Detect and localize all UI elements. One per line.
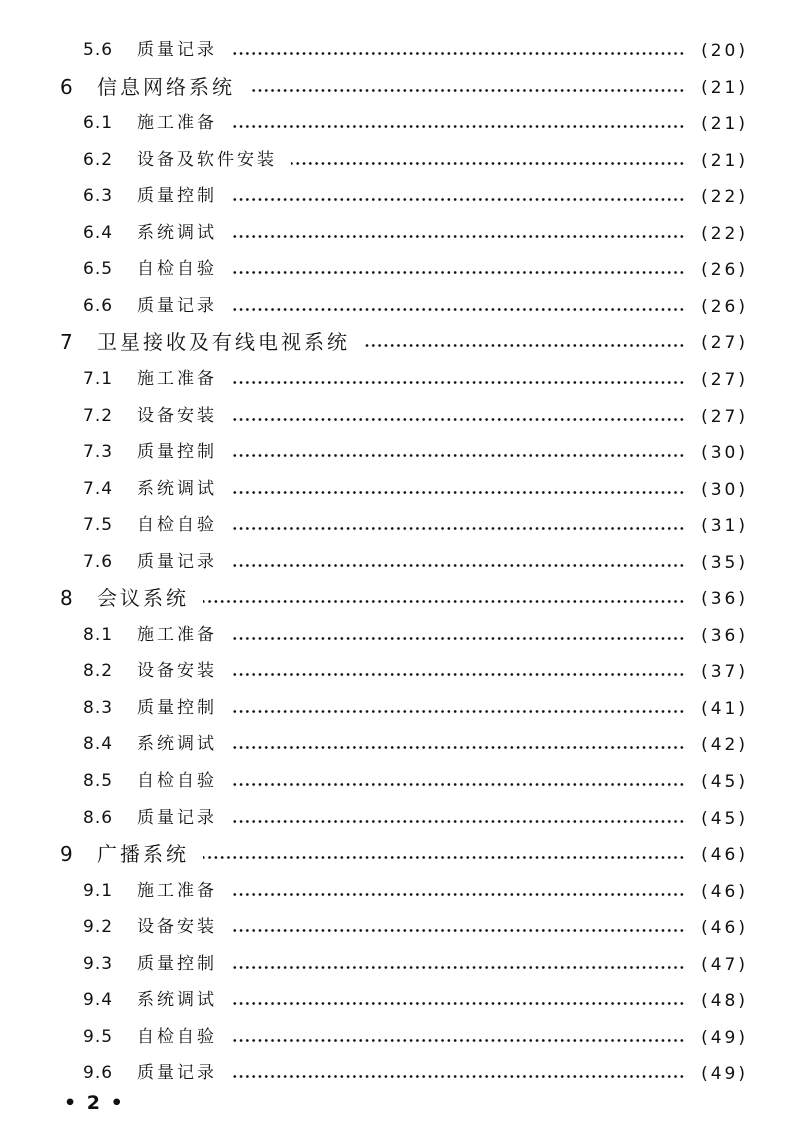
toc-leader-dots [291, 162, 685, 165]
toc-entry-number: 8.2 [83, 661, 114, 682]
toc-entry-page: (45) [701, 772, 748, 792]
toc-section-entry[interactable] [0, 726, 790, 762]
toc-entry-page: (27) [701, 406, 748, 427]
toc-leader-dots [231, 308, 685, 311]
toc-section-entry[interactable] [0, 909, 790, 945]
toc-leader-dots [231, 52, 685, 55]
toc-section-entry[interactable] [0, 178, 790, 214]
toc-entry-number: 6.3 [83, 186, 114, 207]
toc-entry-page: (49) [701, 1064, 748, 1085]
toc-leader-dots [249, 89, 685, 92]
toc-entry-page: (36) [701, 589, 748, 610]
toc-entry-page: (20) [701, 41, 748, 61]
toc-entry-page: (26) [701, 260, 748, 281]
toc-section-entry[interactable] [0, 873, 790, 909]
toc-entry-title: 系统调试 [137, 222, 217, 243]
toc-entry-title: 施工准备 [137, 113, 217, 134]
toc-section-entry[interactable] [0, 653, 790, 689]
toc-leader-dots [231, 1075, 685, 1078]
toc-entry-title: 信息网络系统 [97, 74, 235, 99]
toc-entry-title: 设备安装 [137, 661, 217, 682]
toc-entry-page: (42) [701, 735, 748, 756]
toc-entry-number: 6.4 [83, 222, 114, 243]
toc-entry-number: 9.3 [83, 953, 114, 974]
toc-entry-number: 6 [60, 74, 74, 99]
toc-leader-dots [231, 673, 685, 676]
toc-section-entry[interactable] [0, 398, 790, 434]
toc-entry-title: 自检自验 [137, 515, 217, 536]
toc-entry-number: 7.5 [83, 515, 114, 536]
toc-entry-page: (46) [701, 918, 748, 939]
toc-entry-number: 7.4 [83, 478, 114, 499]
toc-leader-dots [231, 198, 685, 201]
toc-entry-title: 质量控制 [137, 442, 217, 463]
toc-entry-number: 9.6 [83, 1063, 114, 1084]
toc-entry-page: (41) [701, 698, 748, 719]
toc-leader-dots [231, 1002, 685, 1005]
toc-section-entry[interactable] [0, 215, 790, 251]
toc-entry-page: (45) [701, 808, 748, 829]
toc-leader-dots [231, 418, 685, 421]
toc-section-entry[interactable] [0, 361, 790, 397]
toc-section-entry[interactable] [0, 471, 790, 507]
toc-entry-title: 施工准备 [137, 880, 217, 901]
toc-entry-title: 质量控制 [137, 953, 217, 974]
toc-entry-title: 施工准备 [137, 368, 217, 389]
toc-entry-page: (22) [701, 187, 748, 208]
toc-section-entry[interactable] [0, 434, 790, 470]
toc-entry-title: 质量记录 [137, 807, 217, 828]
page-footer [64, 1092, 125, 1114]
toc-section-entry[interactable] [0, 1055, 790, 1091]
toc-entry-title: 设备及软件安装 [137, 149, 277, 170]
toc-section-entry[interactable] [0, 32, 790, 68]
toc-entry-number: 6.6 [83, 295, 114, 316]
toc-entry-page: (31) [701, 516, 748, 537]
toc-entry-title: 系统调试 [137, 990, 217, 1011]
toc-entry-number: 6.5 [83, 259, 114, 280]
toc-leader-dots [231, 564, 685, 567]
toc-section-entry[interactable] [0, 690, 790, 726]
toc-section-entry[interactable] [0, 544, 790, 580]
toc-entry-number: 6.2 [83, 149, 114, 170]
toc-entry-number: 8 [60, 586, 74, 611]
toc-section-entry[interactable] [0, 800, 790, 836]
toc-leader-dots [231, 820, 685, 823]
toc-entry-page: (26) [701, 296, 748, 317]
toc-leader-dots [203, 856, 685, 859]
toc-entry-number: 8.1 [83, 624, 114, 645]
toc-leader-dots [231, 235, 685, 238]
toc-section-entry[interactable] [0, 507, 790, 543]
toc-section-entry[interactable] [0, 982, 790, 1018]
toc-entry-page: (27) [701, 369, 748, 390]
toc-entry-title: 自检自验 [137, 1026, 217, 1047]
toc-entry-title: 系统调试 [137, 734, 217, 755]
toc-leader-dots [231, 929, 685, 932]
toc-entry-number: 9.4 [83, 990, 114, 1011]
toc-entry-page: (35) [701, 552, 748, 573]
toc-section-entry[interactable] [0, 251, 790, 287]
toc-leader-dots [231, 527, 685, 530]
toc-entry-page: (22) [701, 223, 748, 244]
toc-section-entry[interactable] [0, 288, 790, 324]
toc-leader-dots [231, 893, 685, 896]
toc-entry-page: (27) [701, 333, 748, 354]
toc-entry-page: (21) [701, 150, 748, 171]
toc-entry-page: (30) [701, 479, 748, 500]
toc-entry-number: 7 [60, 330, 74, 355]
toc-entry-title: 广播系统 [97, 842, 189, 867]
footer-bullet-left: • [64, 1092, 79, 1114]
toc-entry-title: 质量记录 [137, 40, 217, 60]
toc-section-entry[interactable] [0, 105, 790, 141]
toc-entry-number: 5.6 [83, 40, 114, 60]
toc-entry-title: 施工准备 [137, 624, 217, 645]
toc-entry-number: 7.1 [83, 368, 114, 389]
toc-entry-page: (36) [701, 625, 748, 646]
toc-entry-number: 8.4 [83, 734, 114, 755]
toc-leader-dots [231, 491, 685, 494]
toc-leader-dots [231, 783, 685, 786]
toc-entry-page: (48) [701, 991, 748, 1012]
toc-section-entry[interactable] [0, 1019, 790, 1055]
footer-bullet-right: • [110, 1092, 125, 1114]
toc-entry-page: (21) [701, 114, 748, 135]
toc-entry-title: 自检自验 [137, 259, 217, 280]
toc-entry-title: 卫星接收及有线电视系统 [97, 330, 350, 355]
toc-entry-title: 质量记录 [137, 295, 217, 316]
toc-chapter-entry[interactable] [0, 324, 790, 360]
toc-entry-number: 7.3 [83, 442, 114, 463]
toc-entry-number: 8.5 [83, 771, 114, 791]
toc-entry-page: (46) [701, 845, 748, 866]
toc-leader-dots [231, 710, 685, 713]
toc-entry-number: 9.5 [83, 1026, 114, 1047]
toc-leader-dots [231, 1039, 685, 1042]
toc-entry-number: 9 [60, 842, 74, 867]
toc-entry-number: 6.1 [83, 113, 114, 134]
toc-entry-number: 8.6 [83, 807, 114, 828]
toc-section-entry[interactable] [0, 142, 790, 178]
toc-entry-number: 9.1 [83, 880, 114, 901]
footer-page-number: 2 [86, 1092, 103, 1114]
toc-leader-dots [231, 454, 685, 457]
toc-entry-number: 7.2 [83, 405, 114, 426]
toc-entry-title: 质量记录 [137, 1063, 217, 1084]
toc-section-entry[interactable] [0, 763, 790, 799]
toc-chapter-entry[interactable] [0, 69, 790, 105]
toc-entry-title: 会议系统 [97, 586, 189, 611]
toc-entry-page: (37) [701, 662, 748, 683]
toc-entry-page: (21) [701, 77, 748, 98]
toc-section-entry[interactable] [0, 617, 790, 653]
toc-leader-dots [231, 381, 685, 384]
toc-chapter-entry[interactable] [0, 580, 790, 616]
toc-entry-number: 8.3 [83, 697, 114, 718]
toc-entry-title: 质量控制 [137, 186, 217, 207]
toc-entry-title: 质量记录 [137, 551, 217, 572]
toc-entry-title: 设备安装 [137, 405, 217, 426]
toc-entry-number: 9.2 [83, 917, 114, 938]
toc-section-entry[interactable] [0, 946, 790, 982]
toc-entry-title: 自检自验 [137, 771, 217, 791]
toc-leader-dots [231, 271, 685, 274]
toc-entry-title: 设备安装 [137, 917, 217, 938]
toc-leader-dots [364, 344, 685, 347]
toc-entry-page: (49) [701, 1027, 748, 1048]
toc-chapter-entry[interactable] [0, 836, 790, 872]
toc-entry-title: 系统调试 [137, 478, 217, 499]
toc-entry-number: 7.6 [83, 551, 114, 572]
toc-entry-page: (46) [701, 881, 748, 902]
toc-leader-dots [231, 746, 685, 749]
toc-leader-dots [231, 637, 685, 640]
toc-leader-dots [203, 600, 685, 603]
toc-entry-title: 质量控制 [137, 697, 217, 718]
toc-leader-dots [231, 966, 685, 969]
toc-leader-dots [231, 125, 685, 128]
toc-entry-page: (47) [701, 954, 748, 975]
toc-entry-page: (30) [701, 443, 748, 464]
